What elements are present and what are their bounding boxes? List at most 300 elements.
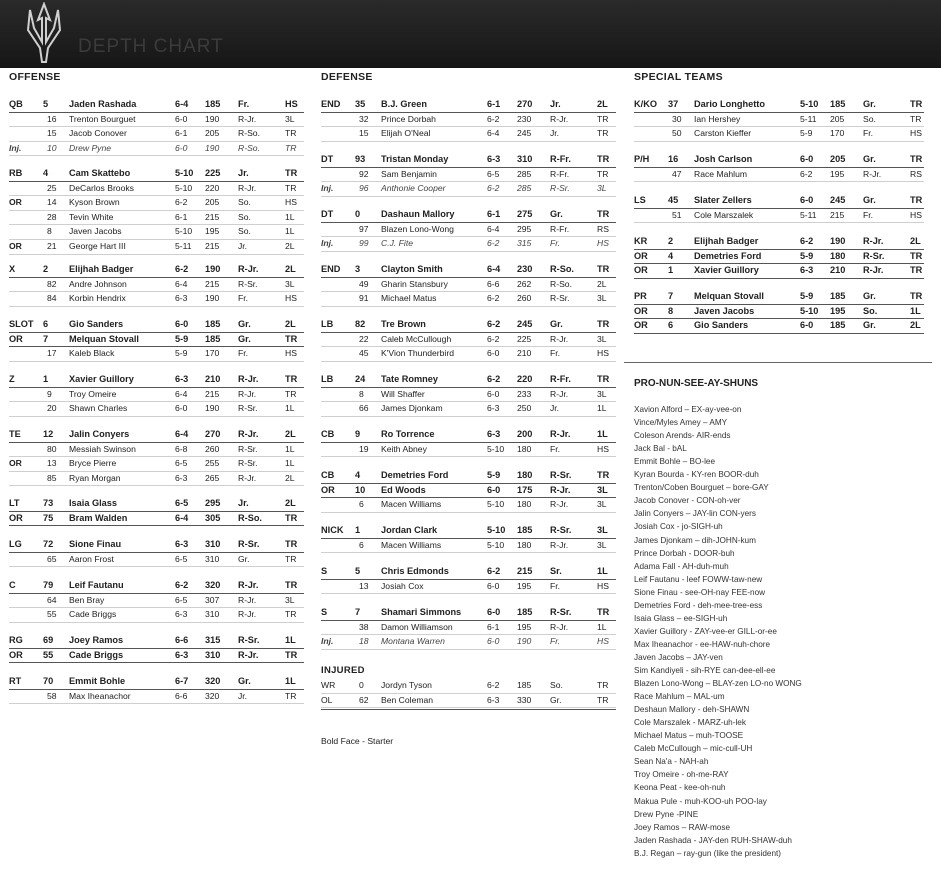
- experience: 2L: [285, 498, 296, 508]
- position-group: [9, 98, 304, 156]
- experience: HS: [597, 580, 609, 591]
- position: DT: [321, 154, 334, 164]
- height: 6-0: [175, 142, 188, 153]
- position: QB: [9, 99, 23, 109]
- height: 6-2: [800, 236, 814, 246]
- player-name: Elijhah Badger: [69, 264, 134, 274]
- depth-chart-row: [321, 168, 616, 183]
- player-name: Carston Kieffer: [694, 128, 752, 139]
- position: SLOT: [9, 319, 34, 329]
- depth-chart-row: [9, 497, 304, 512]
- depth-chart-row: [9, 373, 304, 388]
- depth-chart-row: [321, 98, 616, 113]
- weight: 205: [205, 197, 220, 208]
- player-name: Josh Carlson: [694, 154, 753, 164]
- experience: TR: [285, 168, 298, 178]
- pronunciation-entry: Sean Na'a - NAH-ah: [634, 757, 709, 767]
- weight: 190: [205, 142, 220, 153]
- experience: TR: [597, 154, 610, 164]
- weight: 180: [517, 443, 532, 454]
- position: OR: [321, 484, 335, 495]
- injured-title: INJURED: [321, 665, 365, 676]
- class-year: R-Sr.: [550, 470, 572, 480]
- weight: 330: [517, 694, 532, 705]
- player-name: Shawn Charles: [69, 403, 128, 414]
- experience: TR: [285, 609, 297, 620]
- player-name: Anthonie Cooper: [381, 183, 446, 194]
- weight: 315: [517, 238, 532, 249]
- depth-chart-row: [9, 402, 304, 417]
- height: 6-5: [175, 458, 188, 469]
- weight: 205: [830, 154, 846, 164]
- experience: 2L: [285, 429, 296, 439]
- position: DT: [321, 209, 334, 219]
- jersey-number: 17: [47, 348, 57, 359]
- class-year: R-Jr.: [550, 388, 569, 399]
- experience: TR: [285, 580, 298, 590]
- depth-chart-row: [321, 388, 616, 403]
- class-year: R-Sr.: [238, 278, 258, 289]
- class-year: Gr.: [550, 319, 563, 329]
- weight: 225: [205, 168, 221, 178]
- class-year: R-Fr.: [550, 154, 571, 164]
- height: 6-0: [487, 348, 500, 359]
- class-year: R-Jr.: [550, 484, 571, 495]
- experience: 3L: [597, 539, 607, 550]
- position: TE: [9, 429, 21, 439]
- player-name: Michael Matus: [381, 293, 437, 304]
- height: 6-0: [175, 319, 189, 329]
- jersey-number: 9: [47, 388, 52, 399]
- weight: 185: [205, 99, 221, 109]
- player-name: Damon Williamson: [381, 621, 453, 632]
- weight: 310: [205, 553, 220, 564]
- experience: 3L: [597, 499, 607, 510]
- weight: 285: [517, 183, 532, 194]
- class-year: Jr.: [550, 403, 560, 414]
- class-year: Gr.: [863, 154, 876, 164]
- pronunciation-entry: Sim Kandiyeli - sih-RYE can-dee-ell-ee: [634, 666, 776, 675]
- height: 6-6: [175, 690, 188, 701]
- weight: 230: [517, 113, 532, 124]
- depth-chart-row: [9, 512, 304, 527]
- class-year: Fr.: [550, 580, 561, 591]
- weight: 210: [517, 348, 532, 359]
- experience: HS: [597, 636, 609, 647]
- height: 6-5: [487, 168, 500, 179]
- class-year: Fr.: [550, 348, 561, 359]
- jersey-number: 72: [43, 539, 54, 549]
- player-name: Macen Williams: [381, 499, 442, 510]
- player-name: Kyson Brown: [69, 197, 120, 208]
- weight: 190: [830, 236, 846, 246]
- weight: 270: [517, 99, 533, 109]
- jersey-number: 8: [668, 305, 674, 316]
- pronunciation-entry: Keona Peat - kee-oh-nuh: [634, 783, 726, 793]
- weight: 215: [517, 566, 533, 576]
- jersey-number: 35: [355, 99, 366, 109]
- weight: 245: [830, 195, 846, 205]
- experience: 2L: [597, 99, 608, 109]
- experience: 3L: [597, 484, 608, 495]
- class-year: R-Sr.: [238, 539, 260, 549]
- weight: 307: [205, 594, 220, 605]
- height: 5-11: [175, 240, 192, 251]
- player-name: Tristan Monday: [381, 154, 449, 164]
- class-year: R-Sr.: [550, 183, 570, 194]
- class-year: R-Jr.: [550, 621, 569, 632]
- experience: 1L: [285, 676, 296, 686]
- height: 6-0: [175, 403, 188, 414]
- player-name: Jaden Rashada: [69, 99, 137, 109]
- weight: 185: [830, 320, 846, 331]
- position-group: [321, 565, 616, 594]
- weight: 233: [517, 388, 532, 399]
- player-name: Clayton Smith: [381, 264, 443, 274]
- depth-chart-row: [321, 263, 616, 278]
- position-group: [9, 428, 304, 486]
- height: 6-4: [487, 128, 500, 139]
- depth-chart-row: [9, 649, 304, 664]
- pronunciation-entry: Josiah Cox - jo-SIGH-uh: [634, 522, 723, 532]
- depth-chart-row: [634, 127, 924, 142]
- height: 6-8: [175, 443, 188, 454]
- jersey-number: 3: [355, 264, 361, 274]
- player-name: Melquan Stovall: [69, 333, 139, 344]
- height: 6-2: [487, 566, 501, 576]
- pronunciation-entry: Deshaun Mallory - deh-SHAWN: [634, 705, 750, 715]
- height: 6-4: [175, 278, 188, 289]
- jersey-number: 7: [355, 607, 361, 617]
- weight: 295: [205, 498, 221, 508]
- jersey-number: 62: [359, 694, 369, 705]
- pronunciation-entry: Demetries Ford - deh-mee-tree-ess: [634, 600, 763, 610]
- jersey-number: 45: [359, 348, 369, 359]
- experience: HS: [285, 99, 298, 109]
- pronunciation-entry: Vince/Myles Amey – AMY: [634, 418, 728, 428]
- class-year: Fr.: [550, 238, 561, 249]
- jersey-number: 64: [47, 594, 57, 605]
- pitchfork-icon: [24, 2, 64, 64]
- weight: 225: [517, 333, 532, 344]
- height: 6-6: [175, 635, 189, 645]
- special-divider: [624, 362, 932, 363]
- jersey-number: 75: [43, 512, 54, 523]
- depth-chart-row: [321, 621, 616, 636]
- weight: 310: [205, 609, 220, 620]
- player-name: Blazen Lono-Wong: [381, 223, 454, 234]
- depth-chart-row: [9, 388, 304, 403]
- position: K/KO: [634, 99, 657, 109]
- jersey-number: 97: [359, 223, 369, 234]
- height: 6-3: [487, 403, 500, 414]
- player-name: Ben Bray: [69, 594, 105, 605]
- class-year: R-Sr.: [238, 458, 258, 469]
- player-name: Xavier Guillory: [694, 265, 759, 276]
- jersey-number: 84: [47, 293, 57, 304]
- position: Inj.: [321, 238, 334, 249]
- pronunciation-entry: Blazen Lono-Wong – BLAY-zen LO-no WONG: [634, 679, 802, 689]
- weight: 185: [830, 99, 846, 109]
- class-year: Jr.: [550, 128, 560, 139]
- position: OL: [321, 694, 333, 705]
- player-name: Cole Marszalek: [694, 209, 754, 220]
- height: 5-10: [800, 305, 819, 316]
- class-year: R-Jr.: [238, 594, 257, 605]
- position-group: [9, 675, 304, 704]
- weight: 185: [205, 333, 221, 344]
- jersey-number: 25: [47, 182, 57, 193]
- player-name: DeCarlos Brooks: [69, 182, 134, 193]
- height: 6-2: [800, 168, 813, 179]
- jersey-number: 85: [47, 472, 57, 483]
- height: 6-2: [487, 374, 501, 384]
- jersey-number: 9: [355, 429, 361, 439]
- height: 5-10: [175, 182, 193, 193]
- experience: TR: [597, 209, 610, 219]
- weight: 190: [205, 113, 220, 124]
- jersey-number: 93: [355, 154, 366, 164]
- position-group: [321, 606, 616, 650]
- weight: 185: [830, 291, 846, 301]
- height: 6-3: [175, 539, 189, 549]
- weight: 185: [517, 680, 532, 690]
- player-name: Xavier Guillory: [69, 374, 134, 384]
- position: LS: [634, 195, 646, 205]
- experience: 2L: [285, 264, 296, 274]
- class-year: Jr.: [550, 99, 561, 109]
- height: 5-10: [175, 226, 193, 237]
- class-year: Gr.: [238, 676, 251, 686]
- experience: TR: [285, 690, 297, 701]
- defense-title: DEFENSE: [321, 71, 373, 83]
- pronunciation-entry: Michael Matus – muh-TOOSE: [634, 731, 744, 741]
- experience: HS: [285, 348, 297, 359]
- jersey-number: 37: [668, 99, 679, 109]
- height: 6-3: [175, 649, 189, 660]
- experience: TR: [285, 539, 298, 549]
- height: 5-10: [175, 168, 194, 178]
- experience: 3L: [285, 594, 295, 605]
- player-name: Jordyn Tyson: [381, 680, 432, 690]
- pronunciation-entry: Joey Ramos – RAW-mose: [634, 822, 731, 832]
- position-group: [634, 98, 924, 142]
- injured-group: [321, 679, 616, 710]
- jersey-number: 6: [359, 499, 364, 510]
- player-name: Ryan Morgan: [69, 472, 121, 483]
- player-name: Joey Ramos: [69, 635, 124, 645]
- experience: TR: [285, 388, 297, 399]
- class-year: Gr.: [550, 694, 562, 705]
- height: 6-4: [175, 99, 189, 109]
- depth-chart-row: [9, 113, 304, 128]
- depth-chart-row: [634, 250, 924, 265]
- height: 6-2: [175, 580, 189, 590]
- height: 6-5: [175, 498, 189, 508]
- height: 5-10: [487, 525, 506, 535]
- class-year: R-So.: [550, 278, 572, 289]
- height: 6-4: [175, 388, 188, 399]
- weight: 190: [205, 264, 221, 274]
- pronunciation-entry: Caleb McCullough – mic-cull-UH: [634, 744, 753, 754]
- pronunciation-entry: Cole Marszalek - MARZ-uh-lek: [634, 718, 746, 728]
- class-year: R-Jr.: [550, 333, 569, 344]
- class-year: R-Fr.: [550, 374, 571, 384]
- weight: 195: [830, 305, 846, 316]
- player-name: Gharin Stansbury: [381, 278, 448, 289]
- player-name: Macen Williams: [381, 539, 442, 550]
- experience: TR: [910, 265, 923, 276]
- position: RG: [9, 635, 23, 645]
- position-group: [9, 634, 304, 663]
- jersey-number: 6: [43, 319, 49, 329]
- weight: 260: [517, 293, 532, 304]
- weight: 175: [517, 484, 533, 495]
- weight: 220: [205, 182, 220, 193]
- weight: 285: [517, 168, 532, 179]
- player-name: Aaron Frost: [69, 553, 114, 564]
- depth-chart-row: [321, 182, 616, 197]
- class-year: Fr.: [863, 128, 874, 139]
- class-year: R-Jr.: [550, 539, 569, 550]
- jersey-number: 7: [43, 333, 49, 344]
- player-name: Shamari Simmons: [381, 607, 462, 617]
- experience: TR: [597, 113, 609, 124]
- experience: HS: [597, 238, 609, 249]
- player-name: Gio Sanders: [694, 320, 749, 331]
- jersey-number: 38: [359, 621, 369, 632]
- depth-chart-row: [9, 182, 304, 197]
- weight: 315: [205, 635, 221, 645]
- jersey-number: 28: [47, 211, 57, 222]
- position: RT: [9, 676, 22, 686]
- class-year: R-Jr.: [863, 236, 884, 246]
- class-year: R-Jr.: [238, 472, 257, 483]
- depth-chart-row: [321, 606, 616, 621]
- jersey-number: 82: [355, 319, 366, 329]
- class-year: R-Jr.: [550, 429, 571, 439]
- class-year: Sr.: [550, 566, 562, 576]
- weight: 245: [517, 128, 532, 139]
- experience: HS: [285, 293, 297, 304]
- experience: TR: [597, 607, 610, 617]
- depth-chart-row: [634, 98, 924, 113]
- weight: 205: [830, 113, 845, 124]
- height: 5-10: [487, 443, 505, 454]
- position-group: [321, 373, 616, 417]
- weight: 180: [517, 539, 532, 550]
- jersey-number: 55: [47, 609, 57, 620]
- height: 6-1: [487, 209, 501, 219]
- jersey-number: 49: [359, 278, 369, 289]
- jersey-number: 65: [47, 553, 57, 564]
- depth-chart-row: [321, 318, 616, 333]
- experience: TR: [597, 470, 610, 480]
- pronunciation-entry: Drew Pyne -PINE: [634, 809, 699, 819]
- class-year: Gr.: [863, 320, 876, 331]
- player-name: Emmit Bohle: [69, 676, 126, 686]
- weight: 185: [205, 319, 221, 329]
- jersey-number: 82: [47, 278, 57, 289]
- depth-chart-row: [634, 264, 924, 279]
- class-year: R-Sr.: [238, 403, 258, 414]
- class-year: R-Jr.: [238, 182, 257, 193]
- class-year: Fr.: [238, 348, 249, 359]
- weight: 310: [205, 539, 221, 549]
- depth-chart-row: [321, 402, 616, 417]
- experience: 2L: [285, 472, 295, 483]
- class-year: R-Jr.: [238, 429, 259, 439]
- class-year: Gr.: [550, 209, 563, 219]
- position-group: [321, 98, 616, 142]
- experience: 1L: [285, 211, 295, 222]
- depth-chart-row: [321, 524, 616, 539]
- depth-chart-row: [9, 579, 304, 594]
- class-year: Fr.: [238, 99, 250, 109]
- weight: 245: [517, 319, 533, 329]
- player-name: Ro Torrence: [381, 429, 435, 439]
- player-name: Ed Woods: [381, 484, 426, 495]
- position-group: [321, 208, 616, 252]
- jersey-number: 13: [47, 458, 57, 469]
- experience: 2L: [285, 240, 295, 251]
- class-year: Gr.: [238, 553, 250, 564]
- player-name: Korbin Hendrix: [69, 293, 126, 304]
- height: 6-2: [487, 319, 501, 329]
- jersey-number: 15: [47, 128, 57, 139]
- pronunciation-entry: Jalin Conyers – JAY-lin CON-yers: [634, 509, 756, 519]
- jersey-number: 5: [355, 566, 361, 576]
- height: 6-2: [175, 264, 189, 274]
- position: WR: [321, 680, 336, 690]
- experience: TR: [285, 374, 298, 384]
- depth-chart-row: [634, 194, 924, 209]
- position: S: [321, 566, 328, 576]
- class-year: Gr.: [238, 319, 251, 329]
- position: END: [321, 99, 341, 109]
- position: OR: [9, 649, 23, 660]
- injured-row: [321, 694, 616, 709]
- jersey-number: 92: [359, 168, 369, 179]
- depth-chart-row: [321, 539, 616, 554]
- height: 6-5: [175, 594, 188, 605]
- experience: TR: [597, 694, 609, 705]
- pronunciation-entry: Leif Fautanu - leef FOWW-taw-new: [634, 574, 763, 584]
- player-name: Jacob Conover: [69, 128, 127, 139]
- player-name: Dashaun Mallory: [381, 209, 455, 219]
- depth-chart-row: [9, 457, 304, 472]
- position: OR: [634, 265, 648, 276]
- weight: 190: [205, 403, 220, 414]
- jersey-number: 50: [672, 128, 682, 139]
- player-name: Ben Coleman: [381, 694, 434, 705]
- class-year: Gr.: [238, 333, 251, 344]
- offense-title: OFFENSE: [9, 71, 61, 83]
- class-year: Gr.: [863, 195, 876, 205]
- depth-chart-row: [634, 113, 924, 128]
- experience: TR: [285, 649, 298, 660]
- depth-chart-row: [321, 373, 616, 388]
- weight: 275: [517, 209, 533, 219]
- player-name: Race Mahlum: [694, 168, 748, 179]
- height: 6-0: [800, 320, 814, 331]
- class-year: R-Jr.: [238, 609, 257, 620]
- position: Inj.: [321, 636, 334, 647]
- weight: 215: [830, 209, 845, 220]
- position: CB: [321, 429, 335, 439]
- height: 6-4: [487, 223, 500, 234]
- position-group: [321, 263, 616, 307]
